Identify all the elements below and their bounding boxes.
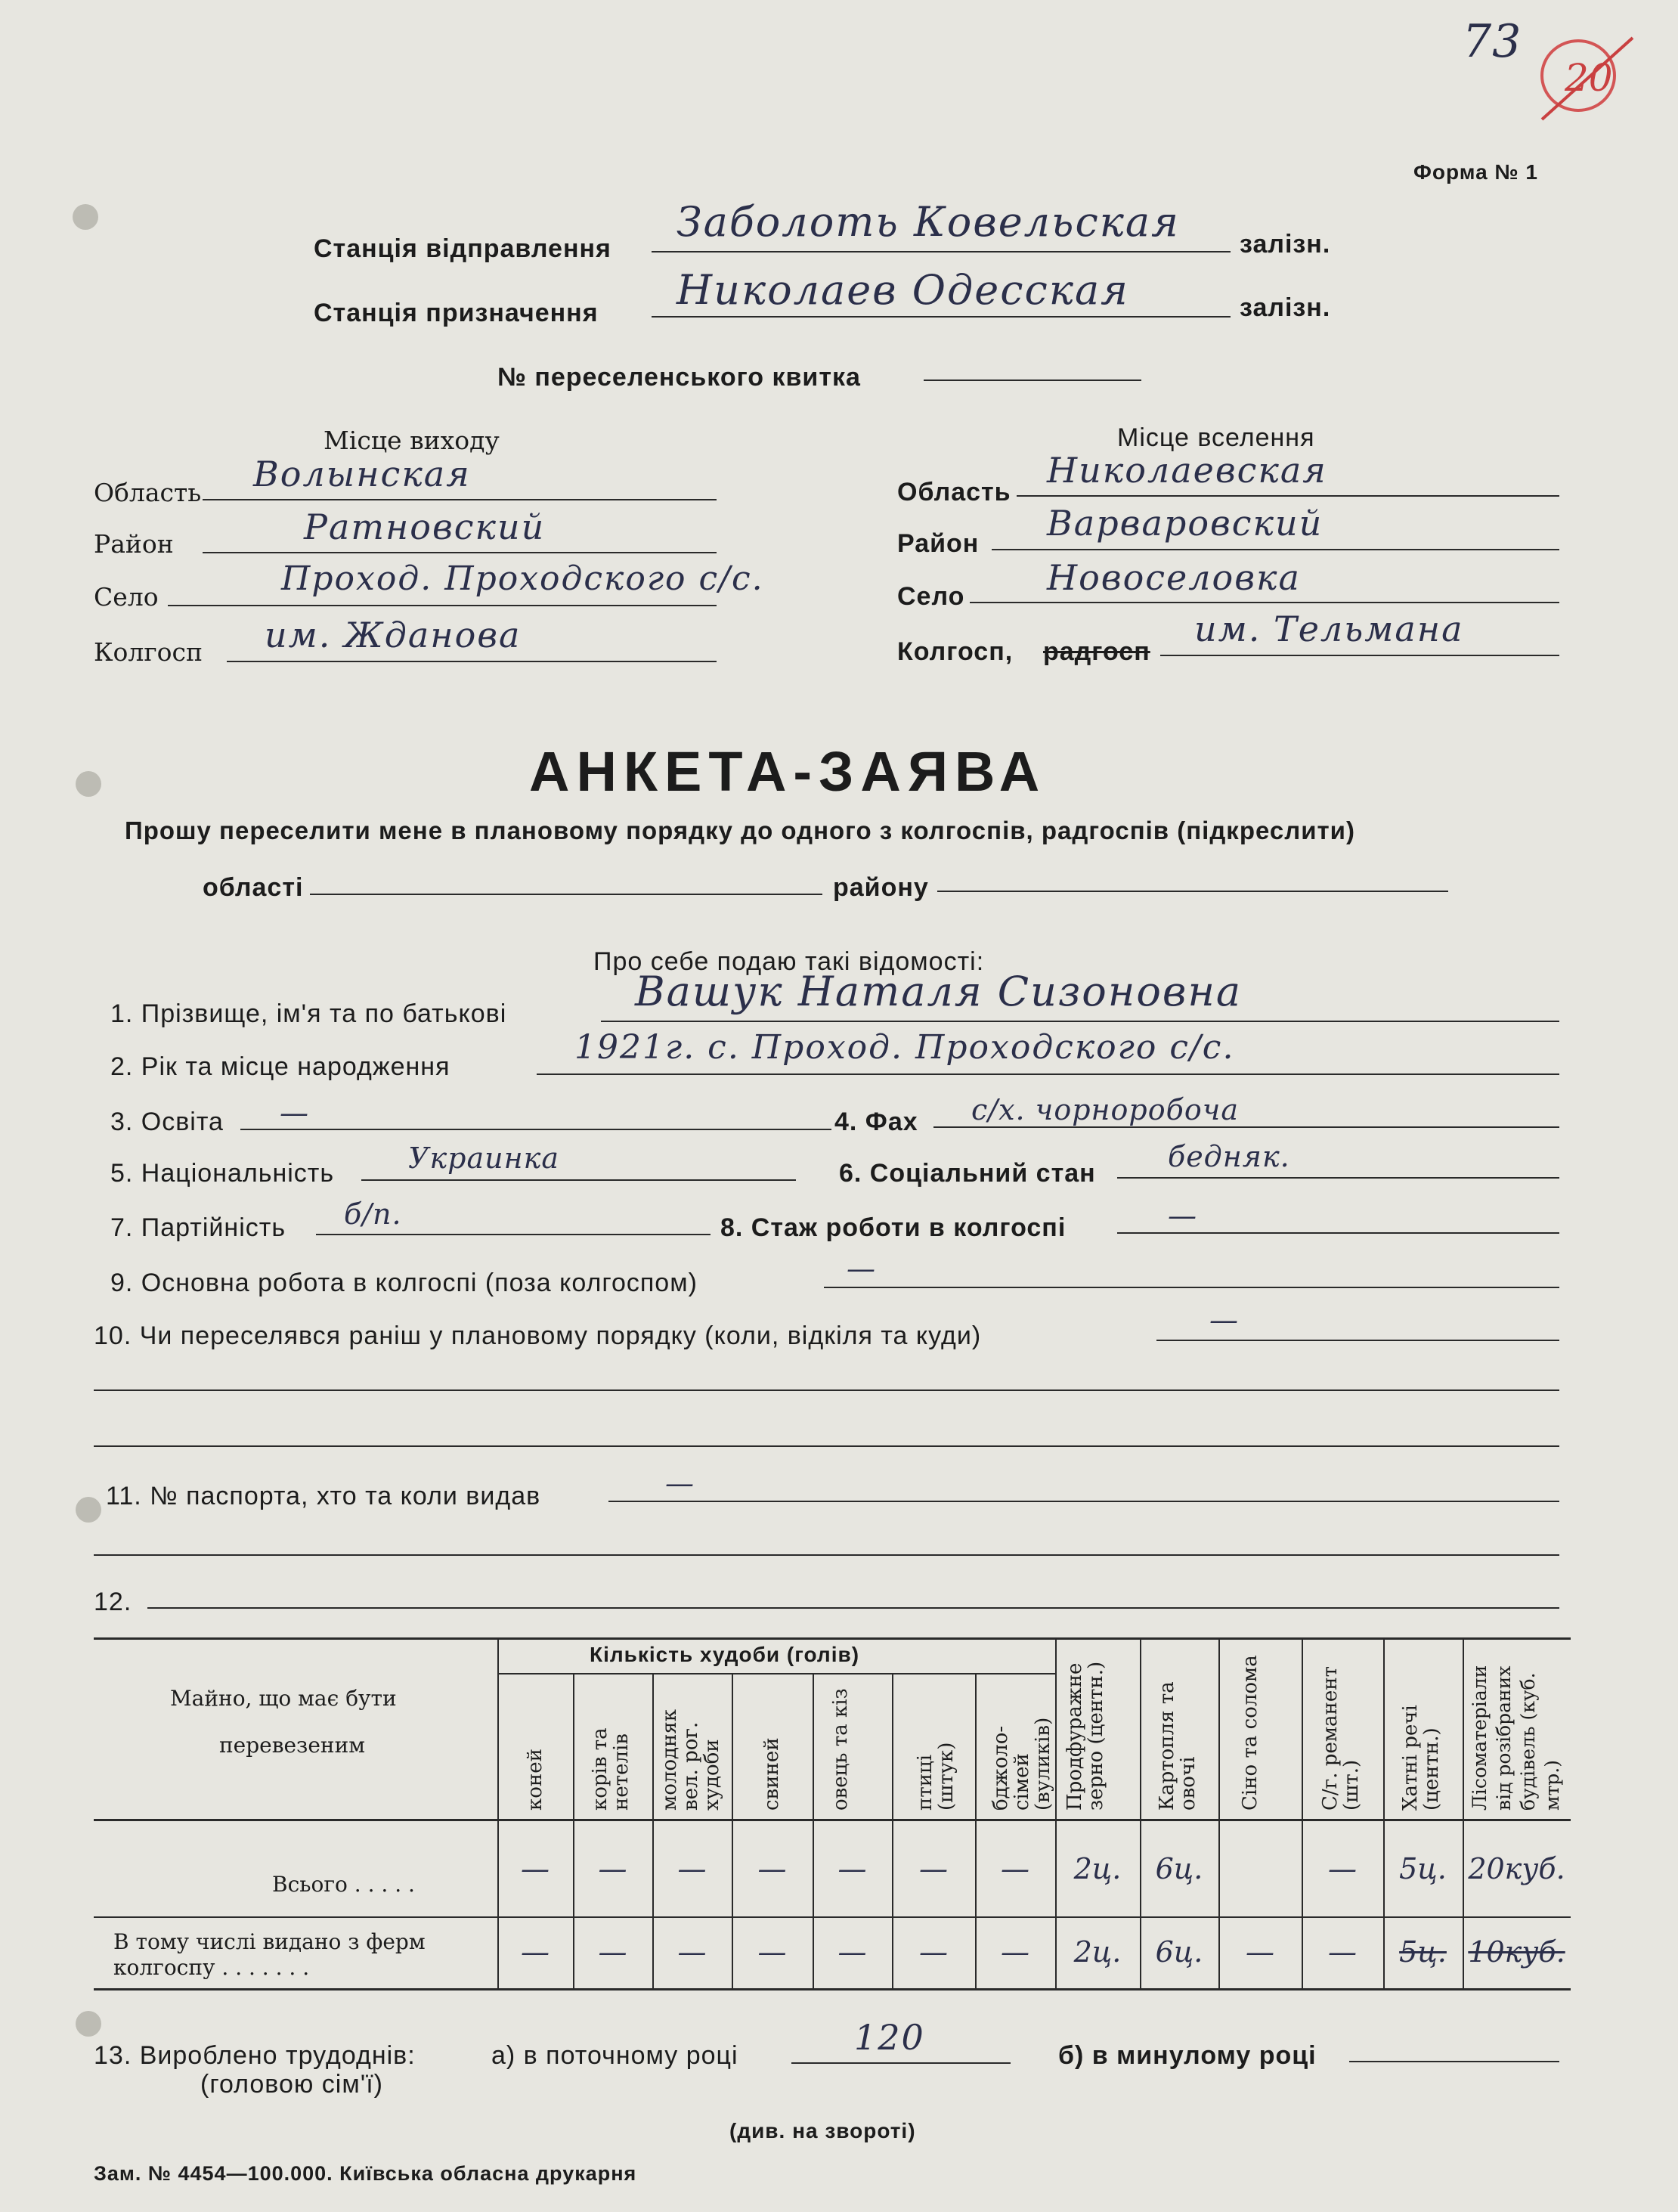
request-raion-line: [937, 891, 1448, 892]
table-cell: 10куб.: [1468, 1935, 1565, 1969]
table-property-header-line1: Майно, що має бути: [170, 1686, 397, 1711]
col-header: Хатні речі (центн.): [1399, 1705, 1443, 1811]
field-8-label: 8. Стаж роботи в колгоспі: [720, 1213, 1067, 1242]
table-cell: —: [598, 1935, 627, 1969]
workdays-previous-line: [1349, 2061, 1559, 2062]
table-cell: 2ц.: [1073, 1852, 1122, 1885]
table-cell: 2ц.: [1073, 1935, 1122, 1969]
settlement-oblast-label: Область: [897, 478, 1011, 507]
departure-value: Заболоть Ковельская: [676, 198, 1180, 246]
workdays-current-label: а) в поточному році: [491, 2041, 738, 2070]
field-11-label: 11. № паспорта, хто та коли видав: [106, 1482, 541, 1510]
table-cell: —: [837, 1935, 867, 1969]
table-livestock-header: Кількість худоби (голів): [590, 1643, 860, 1666]
workdays-current: 120: [854, 2017, 925, 2058]
field-2-value: 1921г. с. Проход. Проходского с/с.: [574, 1028, 1235, 1067]
field-1-value: Вашук Наталя Сизоновна: [635, 968, 1243, 1015]
table-cell: —: [837, 1852, 867, 1885]
table-cell: 20куб.: [1468, 1852, 1565, 1885]
origin-heading: Місце виходу: [324, 426, 500, 455]
departure-label: Станція відправлення: [314, 234, 611, 263]
field-9-value: —: [847, 1252, 876, 1285]
table-cell: —: [1001, 1852, 1029, 1885]
field-10-line-3: [94, 1445, 1559, 1447]
row-label-total: Всього . . . . .: [272, 1872, 415, 1897]
row-label-issued: В тому числі видано з ферм колгоспу . . . . . . .: [113, 1929, 426, 1980]
request-oblast-label: області: [203, 873, 304, 902]
field-12-label: 12.: [94, 1588, 132, 1616]
field-12-line: [147, 1607, 1559, 1609]
departure-suffix: залізн.: [1240, 230, 1331, 259]
field-7-value: б/п.: [344, 1197, 402, 1231]
workdays-label: 13. Вироблено трудоднів:: [94, 2041, 416, 2070]
col-header: Картопля та овочі: [1156, 1681, 1200, 1811]
field-7-label: 7. Партійність: [110, 1213, 286, 1242]
archive-stamp-number: 20: [1565, 56, 1613, 100]
table-property-header-line2: перевезеним: [219, 1733, 366, 1758]
punch-hole: [73, 204, 98, 230]
col-header: молодняк вел. рог. худоби: [658, 1709, 723, 1811]
field-5-label: 5. Національність: [110, 1159, 335, 1188]
table-cell: 5ц.: [1399, 1852, 1447, 1885]
table-cell: —: [919, 1852, 948, 1885]
origin-raion-label: Район: [94, 529, 174, 559]
field-11-value: —: [665, 1467, 695, 1500]
table-cell: —: [1328, 1935, 1357, 1969]
form-title: АНКЕТА-ЗАЯВА: [529, 740, 1047, 803]
field-3-value: —: [280, 1096, 309, 1129]
punch-hole: [76, 2011, 101, 2037]
col-header: С/г. реманент (шт.): [1319, 1666, 1363, 1811]
col-header: коней: [524, 1749, 546, 1811]
origin-selo-label: Село: [94, 582, 159, 612]
origin-raion: Ратновский: [304, 507, 546, 547]
field-6-value: бедняк.: [1168, 1140, 1290, 1173]
settlement-selo-label: Село: [897, 582, 965, 611]
table-cell: —: [677, 1852, 707, 1885]
punch-hole: [76, 771, 101, 797]
settlement-radhosp-label: радгосп: [1043, 637, 1150, 666]
field-4-label: 4. Фах: [834, 1108, 918, 1136]
destination-suffix: залізн.: [1240, 293, 1331, 322]
field-1-label: 1. Прізвище, ім'я та по батькові: [110, 999, 507, 1028]
ticket-label: № переселенського квитка: [497, 363, 861, 392]
ticket-line: [924, 380, 1141, 381]
col-header: бджоло-сімей (вуликів): [989, 1717, 1054, 1811]
archive-stamp: [1519, 30, 1648, 129]
table-cell: 5ц.: [1399, 1935, 1447, 1969]
field-5-value: Украинка: [408, 1142, 559, 1175]
field-11-line-2: [94, 1554, 1559, 1556]
table-cell: —: [598, 1852, 627, 1885]
settlement-raion-label: Район: [897, 529, 980, 558]
table-cell: —: [521, 1852, 550, 1885]
col-header: Продфуражне зерно (центн.): [1063, 1661, 1107, 1811]
table-cell: —: [677, 1935, 707, 1969]
request-text: Прошу переселити мене в плановому порядку до одного з колгоспів, радгоспів (підкреслити): [125, 816, 1355, 844]
request-oblast-line: [310, 894, 822, 895]
origin-oblast: Волынская: [253, 454, 471, 494]
table-cell: —: [1001, 1935, 1029, 1969]
settlement-heading: Місце вселення: [1117, 423, 1315, 452]
col-header: свиней: [760, 1737, 783, 1811]
intro: Про себе подаю такі відомості:: [593, 947, 985, 976]
workdays-sublabel: (головою сім'ї): [200, 2070, 383, 2099]
origin-kolhosp: им. Жданова: [265, 615, 522, 655]
origin-oblast-label: Область: [94, 478, 202, 507]
request-raion-label: району: [833, 873, 929, 902]
printer-line: Зам. № 4454—100.000. Київська обласна друкарня: [94, 2162, 637, 2185]
settlement-oblast: Николаевская: [1047, 450, 1327, 491]
destination-value: Николаев Одесская: [676, 266, 1129, 314]
table-cell: 6ц.: [1155, 1852, 1203, 1885]
field-9-label: 9. Основна робота в колгоспі (поза колгоспом): [110, 1269, 698, 1297]
destination-label: Станція призначення: [314, 299, 599, 327]
settlement-kolhosp: им. Тельмана: [1194, 609, 1464, 649]
origin-kolhosp-label: Колгосп: [94, 637, 203, 667]
form-label: Форма № 1: [1413, 160, 1538, 184]
field-10-label: 10. Чи переселявся раніш у плановому порядку (коли, відкіля та куди): [94, 1321, 982, 1350]
col-header: Лісоматеріали від розібраних будівель (куб. мтр.): [1469, 1665, 1563, 1811]
table-cell: —: [757, 1935, 787, 1969]
settlement-raion: Варваровский: [1047, 503, 1324, 544]
settlement-selo: Новоселовка: [1047, 557, 1301, 598]
field-6-label: 6. Соціальний стан: [839, 1159, 1096, 1188]
col-header: Сіно та солома: [1239, 1655, 1262, 1811]
field-2-label: 2. Рік та місце народження: [110, 1052, 450, 1081]
origin-selo: Проход. Проходского с/с.: [281, 559, 764, 598]
workdays-previous-label: б) в минулому році: [1058, 2041, 1317, 2070]
col-header: овець та кіз: [829, 1688, 852, 1811]
punch-hole: [76, 1497, 101, 1523]
field-3-label: 3. Освіта: [110, 1108, 224, 1136]
archive-sheet-number: 73: [1463, 15, 1522, 68]
col-header: птиці (штук): [914, 1742, 958, 1811]
field-10-line-2: [94, 1389, 1559, 1391]
table-cell: —: [1328, 1852, 1357, 1885]
table-cell: —: [521, 1935, 550, 1969]
field-4-value: с/х. чорноробоча: [971, 1093, 1239, 1126]
col-header: корів та нетелів: [589, 1727, 633, 1811]
settlement-kolhosp-label: Колгосп,: [897, 637, 1014, 666]
field-8-value: —: [1168, 1199, 1197, 1232]
table-cell: 6ц.: [1155, 1935, 1203, 1969]
field-10-value: —: [1209, 1303, 1239, 1337]
see-reverse: (див. на звороті): [729, 2119, 916, 2142]
table-cell: —: [1246, 1935, 1274, 1969]
table-cell: —: [919, 1935, 948, 1969]
table-cell: —: [757, 1852, 787, 1885]
